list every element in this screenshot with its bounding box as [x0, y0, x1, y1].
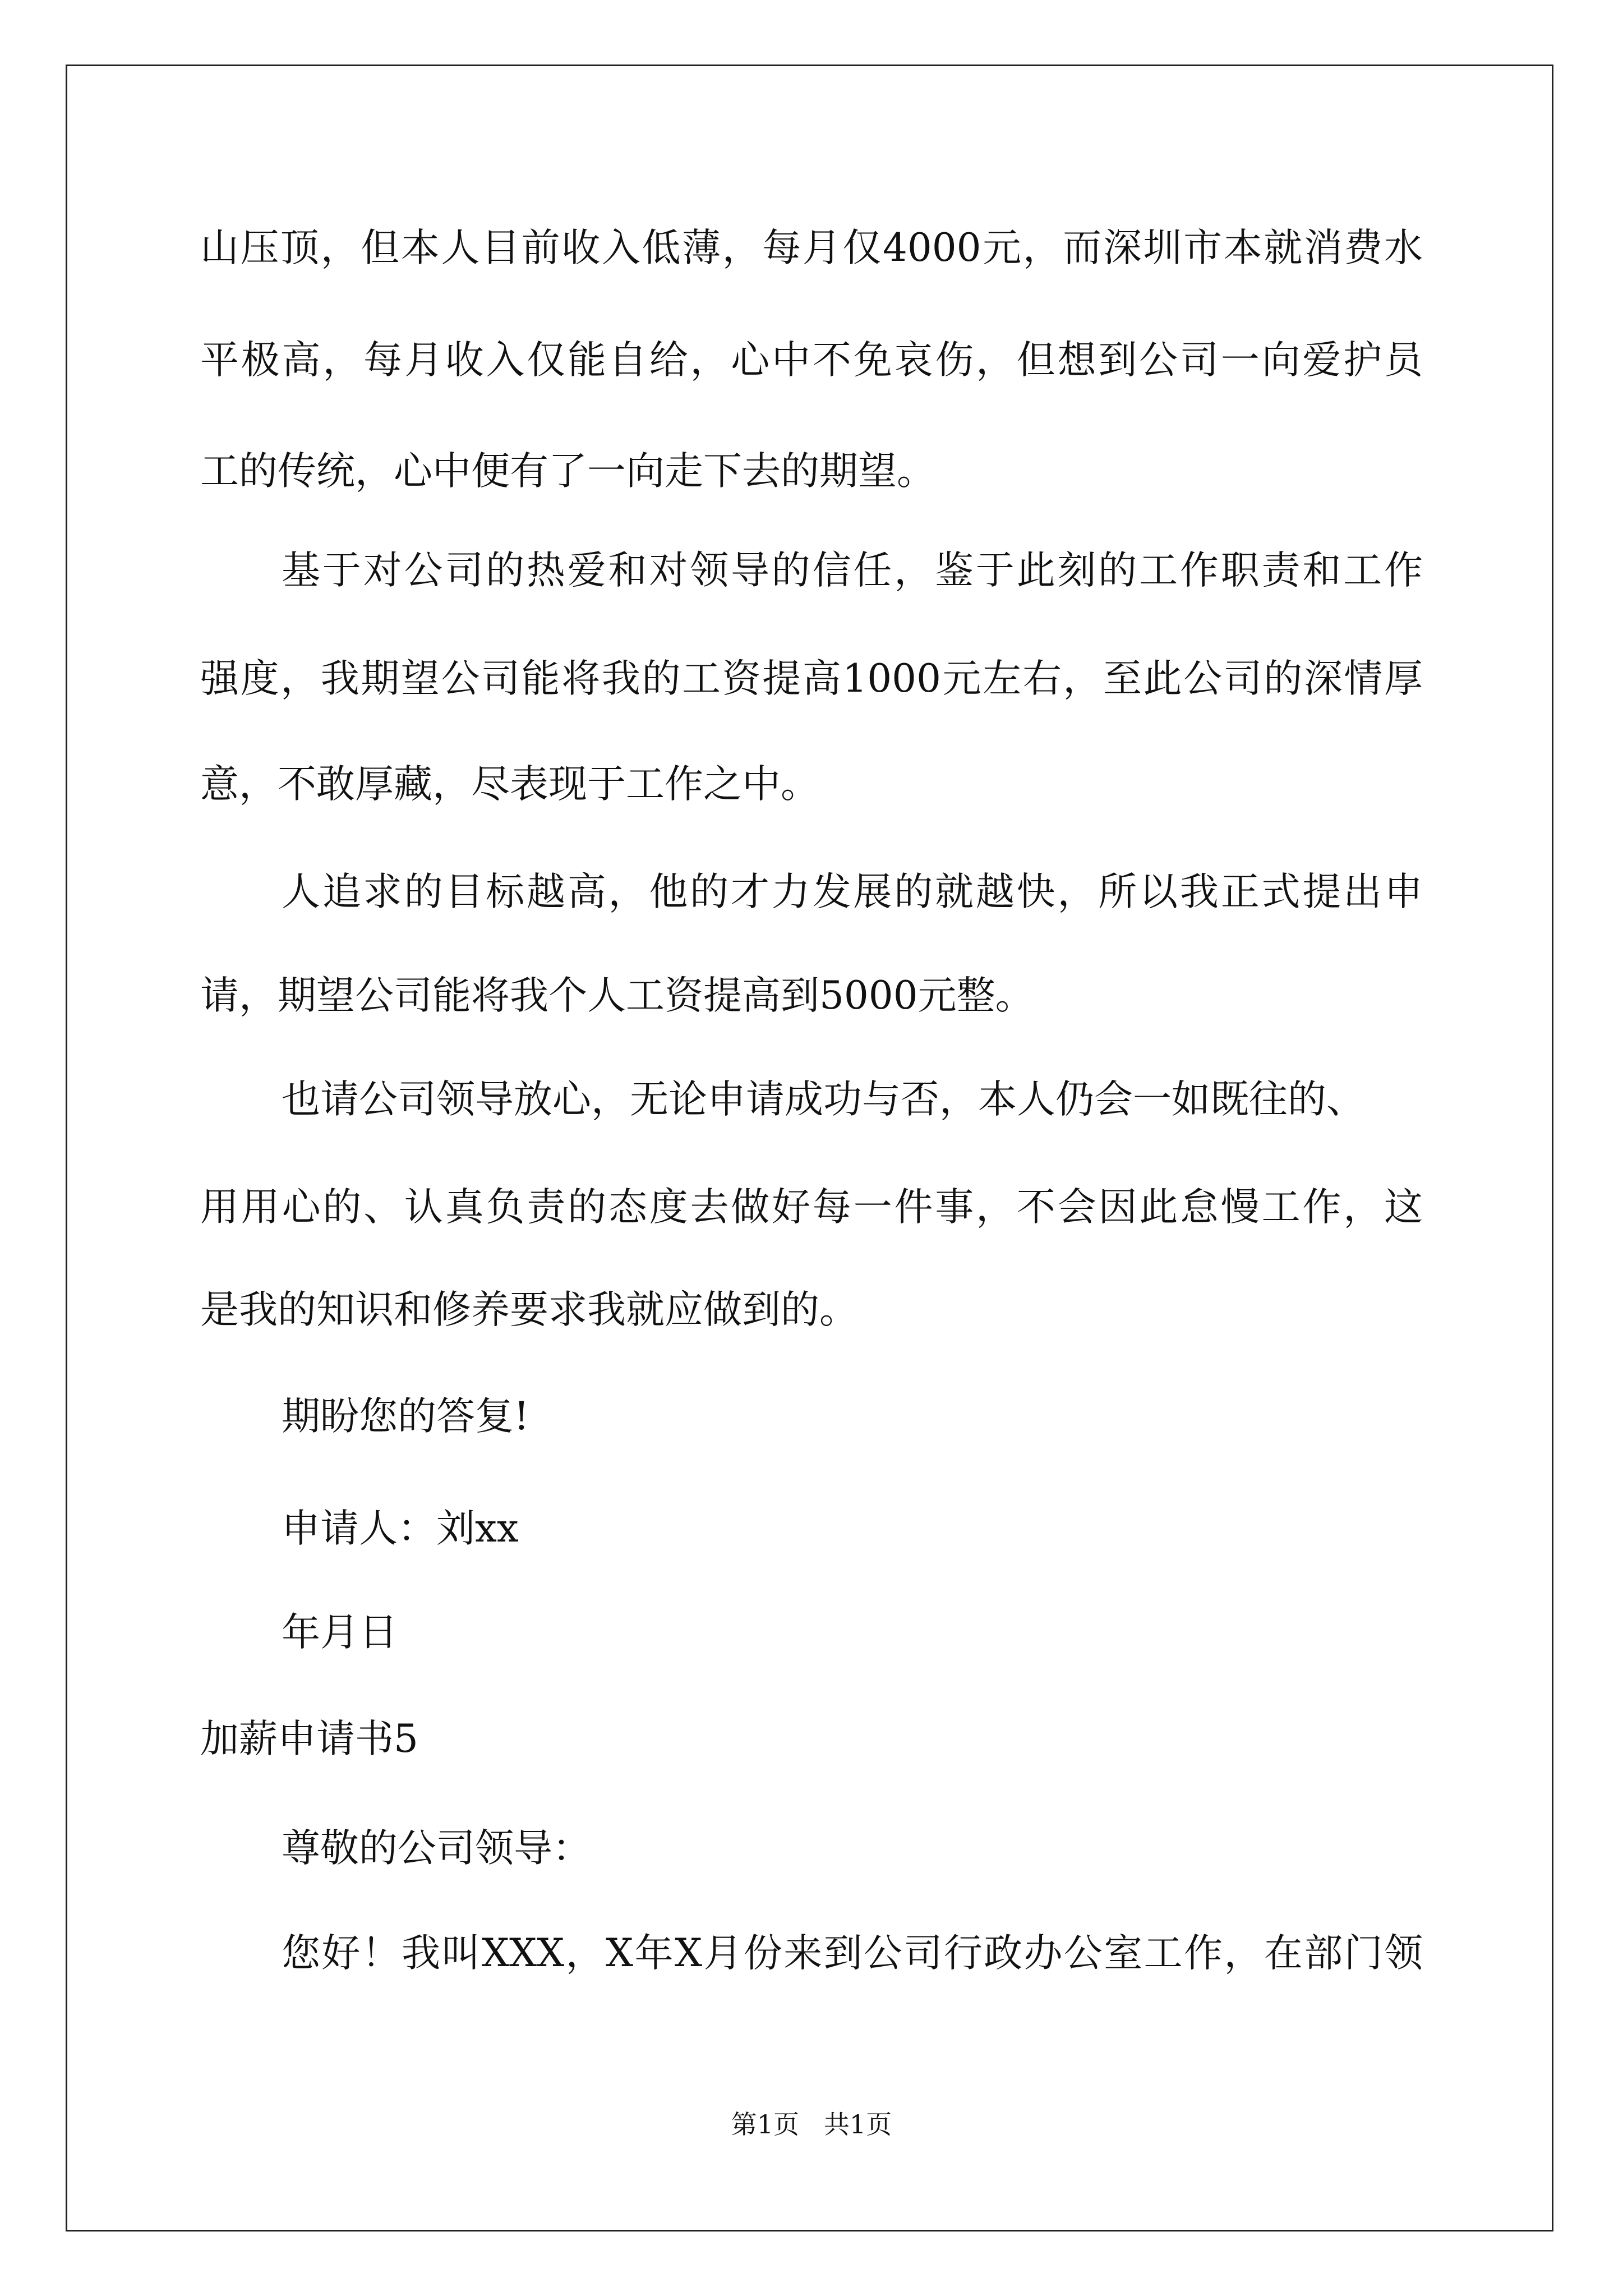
text-line: 用用心的、认真负责的态度去做好每一件事，不会因此怠慢工作，这: [200, 1185, 1423, 1230]
text-line: 人追求的目标越高，他的才力发展的就越快，所以我正式提出申: [282, 869, 1423, 914]
date-line: 年月日: [282, 1610, 398, 1655]
text-line: 基于对公司的热爱和对领导的信任，鉴于此刻的工作职责和工作: [282, 548, 1423, 593]
text-line: 平极高，每月收入仅能自给，心中不免哀伤，但想到公司一向爱护员: [200, 338, 1423, 383]
text-line: 也请公司领导放心，无论申请成功与否，本人仍会一如既往的、: [282, 1077, 1365, 1122]
text-line: 请，期望公司能将我个人工资提高到5000元整。: [200, 973, 1034, 1018]
text-line: 您好！我叫XXX，X年X月份来到公司行政办公室工作，在部门领: [282, 1931, 1423, 1976]
salutation-line: 尊敬的公司领导：: [282, 1826, 591, 1871]
text-line: 期盼您的答复!: [282, 1394, 529, 1439]
page-number-footer: 第1页 共1页: [731, 2109, 892, 2139]
text-line: 是我的知识和修养要求我就应做到的。: [200, 1287, 858, 1332]
page-frame: [66, 65, 1553, 2231]
signature-line: 申请人：刘xx: [282, 1506, 519, 1551]
text-line: 工的传统，心中便有了一向走下去的期望。: [200, 449, 935, 494]
text-line: 强度，我期望公司能将我的工资提高1000元左右，至此公司的深情厚: [200, 656, 1423, 701]
text-line: 意，不敢厚藏，尽表现于工作之中。: [200, 762, 819, 807]
section-heading: 加薪申请书5: [200, 1717, 418, 1761]
text-line: 山压顶，但本人目前收入低薄，每月仅4000元，而深圳市本就消费水: [200, 226, 1423, 270]
